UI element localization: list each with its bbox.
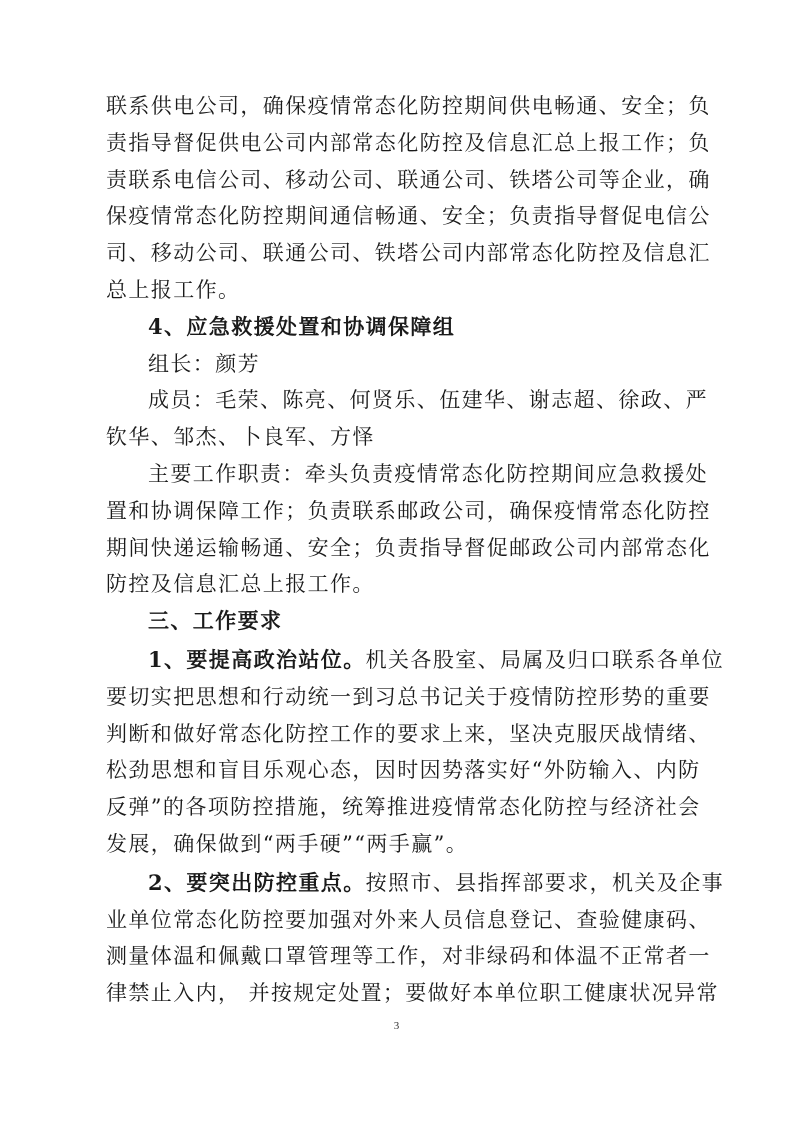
- paragraph-line: 司、移动公司、联通公司、铁塔公司内部常态化防控及信息汇: [106, 241, 711, 266]
- group4-members-line: 成员：毛荣、陈亮、何贤乐、伍建华、谢志超、徐政、严: [148, 388, 708, 413]
- item2-line: 测量体温和佩戴口罩管理等工作，对非绿码和体温不正常者一: [106, 944, 711, 969]
- item2-first-line: [106, 865, 725, 902]
- item2-title: 2、要突出防控重点。: [148, 869, 366, 895]
- group4-duty-line: 主要工作职责：牵头负责疫情常态化防控期间应急救援处: [148, 461, 708, 486]
- group4-duty-line: 防控及信息汇总上报工作。: [106, 572, 375, 597]
- group4-duty-line: 置和协调保障工作；负责联系邮政公司，确保疫情常态化防控: [106, 498, 711, 523]
- item2-line: 业单位常态化防控要加强对外来人员信息登记、查验健康码、: [106, 907, 711, 932]
- item1-line: 发展，确保做到“两手硬”“两手赢”。: [106, 831, 469, 856]
- item1-title: 1、要提高政治站位。: [148, 646, 366, 672]
- group4-members-line: 钦华、邹杰、卜良军、方怿: [106, 425, 375, 450]
- item2-text: 按照市、县指挥部要求，机关及企事: [365, 870, 725, 895]
- paragraph-line: 责指导督促供电公司内部常态化防控及信息汇总上报工作；负: [106, 130, 711, 155]
- item2-line: 律禁止入内， 并按规定处置；要做好本单位职工健康状况异常: [106, 981, 719, 1006]
- paragraph-line: 联系供电公司，确保疫情常态化防控期间供电畅通、安全；负: [106, 94, 711, 118]
- item1-line: 判断和做好常态化防控工作的要求上来，坚决克服厌战情绪、: [106, 721, 711, 746]
- section3-heading: 三、工作要求: [148, 608, 283, 634]
- page-number: 3: [393, 1020, 400, 1032]
- paragraph-line: 责联系电信公司、移动公司、联通公司、铁塔公司等企业，确: [106, 167, 711, 192]
- group4-leader: 组长：颜芳: [148, 351, 260, 376]
- group4-heading: 4、应急救援处置和协调保障组: [148, 313, 456, 339]
- item1-line: 反弹”的各项防控措施，统筹推进疫情常态化防控与经济社会: [106, 795, 701, 820]
- item1-line: 要切实把思想和行动统一到习总书记关于疫情防控形势的重要: [106, 684, 711, 709]
- item1-first-line: [106, 642, 725, 679]
- group4-duty-line: 期间快递运输畅通、安全；负责指导督促邮政公司内部常态化: [106, 535, 711, 560]
- paragraph-line: 保疫情常态化防控期间通信畅通、安全；负责指导督促电信公: [106, 204, 711, 229]
- item1-text: 机关各股室、局属及归口联系各单位: [365, 647, 725, 672]
- item1-line: 松劲思想和盲目乐观心态，因时因势落实好“外防输入、内防: [106, 758, 701, 783]
- document-body: [106, 88, 725, 1012]
- paragraph-line: 总上报工作。: [106, 277, 241, 302]
